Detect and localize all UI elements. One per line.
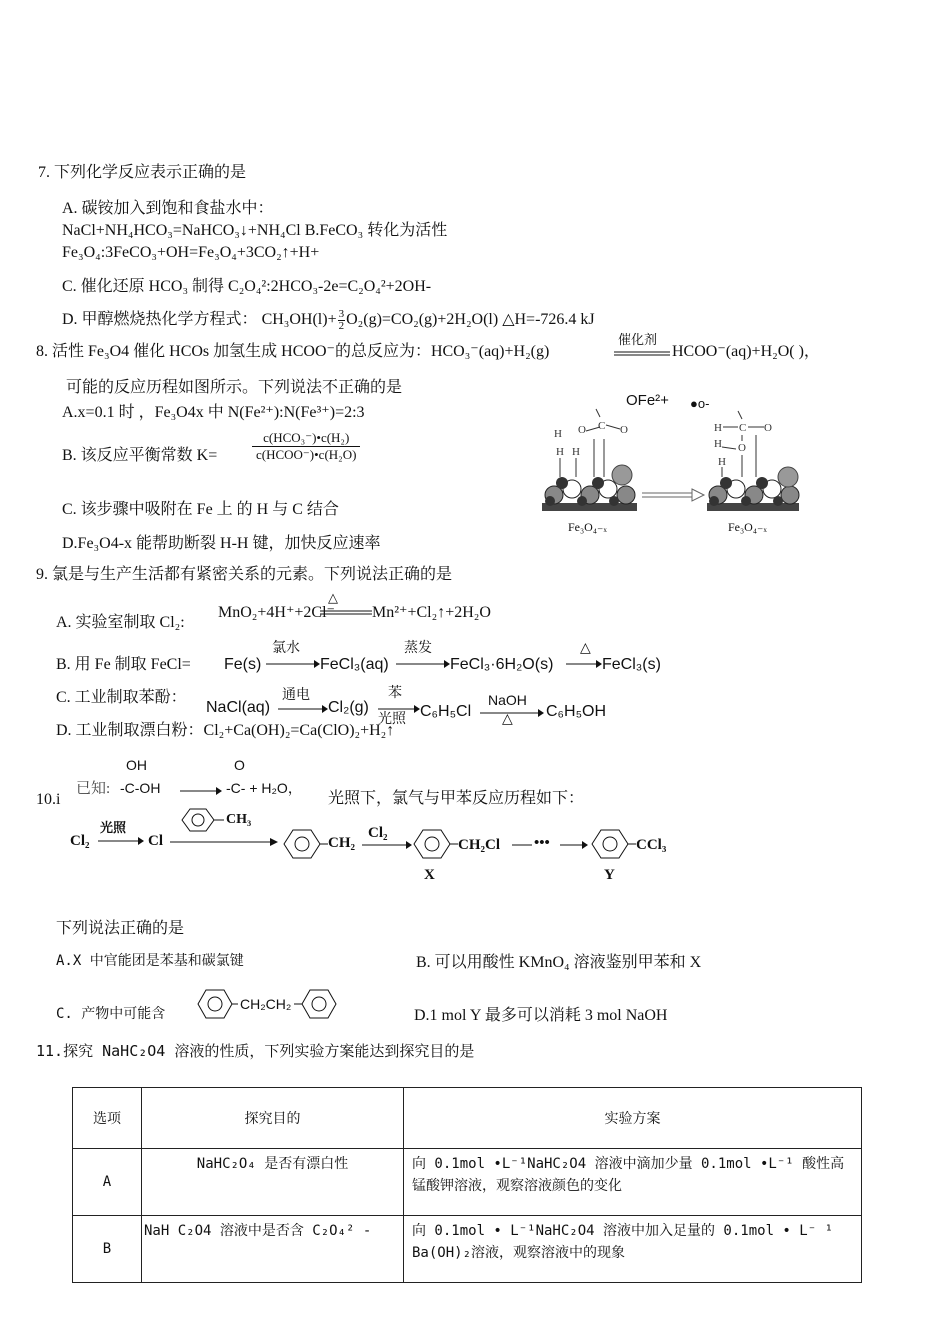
q10-known-right: -C- + H₂O， (226, 780, 302, 796)
q7-option-a-line3: Fe₃O₄:3FeCO₃+OH=Fe₃O₄+3CO₂↑+H+ (62, 244, 320, 261)
q8-right-molecule (714, 411, 772, 477)
svg-text:H: H (714, 422, 722, 434)
svg-text:H: H (718, 456, 726, 468)
q8-option-b (62, 446, 217, 465)
q9-c-c2b: 光照 (378, 712, 406, 727)
q7-d-frac-num: 3 (338, 308, 345, 320)
q9-b-s3: FeCl₃·6H₂O(s) (450, 656, 554, 673)
q10-ch2cl: CH₂Cl (458, 837, 500, 853)
q9-c-c3b: △ (502, 712, 513, 727)
svg-text:H: H (556, 446, 564, 458)
q10-arrow1 (98, 836, 144, 846)
q10-option-d: D.1 mol Y 最多可以消耗 3 mol NaOH (414, 1007, 668, 1024)
q9-c-s2: Cl₂(g) (328, 699, 369, 716)
q8-equilibrium-arrow (614, 350, 670, 356)
q9-option-b-label: B. 用 Fe 制取 FeCl= (56, 656, 191, 673)
svg-text:H: H (714, 438, 722, 450)
q10-ch3: CH₃ (226, 812, 252, 827)
q7-d-eq-left: CH₃OH(l)+ (261, 311, 337, 329)
q10-question: 下列说法正确的是 (56, 920, 185, 937)
q10-tail: 光照下，氯气与甲苯反应历程如下： (328, 790, 585, 807)
q10-option-c-label: C. 产物中可能含 (56, 1006, 166, 1022)
q10-ccl3: CCl₃ (636, 837, 667, 853)
q9-c-s3: C₆H₅Cl (420, 703, 472, 720)
q10-known-arrow (180, 786, 222, 796)
q9-option-c-label: C. 工业制取苯酚： (56, 689, 187, 706)
svg-text:O: O (578, 424, 586, 436)
q10-benzyl-ring (280, 826, 328, 862)
q7-option-a-line2: NaCl+NH₄HCO₃=NaHCO₃↓+NH₄Cl B.FeCO₃ 转化为活性 (62, 222, 448, 239)
q8-stem-part3 (672, 342, 820, 361)
q8-b-fraction (252, 430, 360, 462)
q11-stem: 11.探究 NaHC₂O4 溶液的性质，下列实验方案能达到探究目的是 (36, 1042, 475, 1060)
q10-ch2-radical: CH₂ (328, 835, 355, 851)
q9-b-c2: 蒸发 (404, 641, 432, 656)
row-a-option: A (73, 1149, 142, 1216)
q8-option-a: A.x=0.1 时 ，Fe₃O4x 中 N(Fe²⁺):N(Fe³⁺)=2:3 (62, 404, 365, 421)
q10-x-ring (410, 826, 458, 862)
q9-b-s2: FeCl₃(aq) (320, 656, 389, 673)
q10-oh-top: OH (126, 757, 147, 773)
header-goal: 探究目的 (142, 1088, 404, 1149)
table-header-row (73, 1088, 862, 1149)
q11-table (72, 1087, 862, 1283)
q7-d-eq-right: O₂(g)=CO₂(g)+2H₂O(l) △H=-726.4 kJ (346, 311, 595, 329)
q7-stem: 7. 下列化学反应表示正确的是 (38, 164, 247, 181)
q8-stem (36, 342, 549, 361)
q9-c-c2a: 苯 (388, 686, 402, 701)
q8-stem-part3-text: HCOO⁻(aq)+H₂O( (672, 343, 795, 360)
q8-left-surface (542, 465, 637, 511)
q8-fig-left-label: Fe₃O₄₋ₓ (568, 520, 607, 534)
q10-label-y: Y (604, 867, 615, 883)
q10-option-b: B. 可以用酸性 KMnO₄ 溶液鉴别甲苯和 X (416, 954, 702, 971)
svg-text:O: O (764, 422, 772, 434)
q9-b-arrow3 (566, 659, 602, 669)
row-b-option: B (73, 1216, 142, 1283)
q10-cl2: Cl₂ (70, 833, 90, 849)
q9-b-arrow2 (396, 659, 450, 669)
svg-text:C: C (739, 422, 747, 434)
q9-option-a-label: A. 实验室制取 Cl₂: (56, 614, 185, 631)
q10-num: 10.i (36, 791, 61, 808)
svg-text:H: H (572, 446, 580, 458)
q9-c-s4: C₆H₅OH (546, 703, 607, 720)
q10-known: 已知: (76, 781, 111, 797)
q9-b-s1: Fe(s) (224, 656, 262, 673)
svg-text:C: C (598, 420, 606, 432)
q7-d-frac-den: 2 (338, 320, 345, 332)
q10-light: 光照 (100, 820, 127, 835)
q10-option-a: A.X 中官能团是苯基和碳氯键 (56, 953, 244, 969)
q10-arrow4b (560, 840, 588, 850)
q9-b-c1: 氯水 (272, 641, 300, 656)
q7-option-a-line1: A. 碳铵加入到饱和食盐水中： (62, 200, 274, 217)
q8-b-label: B. 该反应平衡常数 K= (62, 447, 218, 464)
q9-stem: 9. 氯是与生产生活都有紧密关系的元素。下列说法正确的是 (36, 566, 453, 583)
q7-d-label: D. 甲醇燃烧热化学方程式： (62, 311, 258, 329)
q8-process-arrow (642, 489, 704, 501)
q10-y-ring (588, 826, 636, 862)
q10-o-top: O (234, 757, 245, 773)
q8-stem-part4: )， (798, 343, 820, 360)
q9-b-c3: △ (580, 641, 591, 656)
q9-a-eq-right: Mn²⁺+Cl₂↑+2H₂O (372, 604, 491, 621)
q10-c-ch2ch2: CH₂CH₂ (240, 996, 292, 1012)
q9-c-c3a: NaOH (488, 692, 527, 708)
q8-b-numerator: c(HCO₃⁻)•c(H₂) (252, 430, 360, 447)
q8-fig-label-o: ●o- (690, 396, 710, 411)
svg-text:H: H (554, 428, 562, 440)
table-row (73, 1149, 862, 1216)
row-a-plan: 向 0.1mol •L⁻¹NaHC₂O4 溶液中滴加少量 0.1mol •L⁻¹ 酸性高 锰酸钾溶液，观察溶液颜色的变化 (404, 1149, 862, 1216)
svg-text:O: O (738, 442, 746, 454)
q9-a-condition: △ (328, 590, 338, 605)
table-row (73, 1216, 862, 1283)
q9-b-arrow1 (266, 659, 320, 669)
header-option: 选项 (73, 1088, 142, 1149)
q9-c-c1: 通电 (282, 688, 310, 703)
q9-b-s4: FeCl₃(s) (602, 656, 661, 673)
q10-label-x: X (424, 867, 435, 883)
q8-stem-part1: 8. 活性 Fe₃O4 催化 HCOs 加氢生 (36, 343, 262, 360)
q8-b-denominator: c(HCOO⁻)•c(H₂O) (256, 446, 357, 462)
q9-a-equals (320, 610, 372, 616)
row-b-plan: 向 0.1mol • L⁻¹NaHC₂O4 溶液中加入足量的 0.1mol • L⁻ ¹ Ba(OH)₂溶液，观察溶液中的现象 (404, 1216, 862, 1283)
row-a-goal: NaHC₂O₄ 是否有漂白性 (142, 1149, 404, 1216)
q8-fig-label-ofe: OFe²+ (626, 392, 669, 409)
q9-option-d: D. 工业制取漂白粉：Cl₂+Ca(OH)₂=Ca(ClO)₂+H₂↑ (56, 722, 395, 739)
q9-c-s1: NaCl(aq) (206, 699, 271, 716)
q10-cl2b: Cl₂ (368, 825, 388, 841)
q7-option-d (62, 309, 595, 332)
q9-a-eq-left: MnO₂+4H⁺+2Cl⁻ (218, 604, 335, 621)
q9-c-arrow1 (278, 704, 328, 714)
q7-d-fraction (338, 309, 346, 332)
q8-line2: 可能的反应历程如图所示。下列说法不正确的是 (66, 379, 403, 396)
q8-option-c: C. 该步骤中吸附在 Fe 上 的 H 与 C 结合 (62, 501, 339, 518)
row-b-goal: NaH C₂O4 溶液中是否含 C₂O₄² - (142, 1216, 404, 1283)
q7-option-c: C. 催化还原 HCO₃ 制得 C₂O₄²:2HCO₃-2e=C₂O₄²+2OH- (62, 278, 432, 295)
q8-stem-part2: 成 HCOO⁻的总反应为：HCO₃⁻(aq)+H₂(g) (261, 343, 550, 360)
header-plan: 实验方案 (404, 1088, 862, 1149)
q8-option-d: D.Fe₃O4-x 能帮助断裂 H-H 键，加快反应速率 (62, 535, 381, 552)
q8-fig-right-label: Fe₃O₄₋ₓ (728, 520, 767, 534)
q8-right-surface (707, 467, 799, 511)
q10-cl-radical: Cl (148, 833, 163, 849)
q10-arrow4a (512, 840, 532, 850)
q10-dots: ••• (534, 835, 550, 851)
svg-text:O: O (620, 424, 628, 436)
q8-catalyst: 催化剂 (618, 332, 658, 347)
q10-known-left: -C-OH (120, 780, 161, 796)
q10-arrow3 (362, 840, 412, 850)
